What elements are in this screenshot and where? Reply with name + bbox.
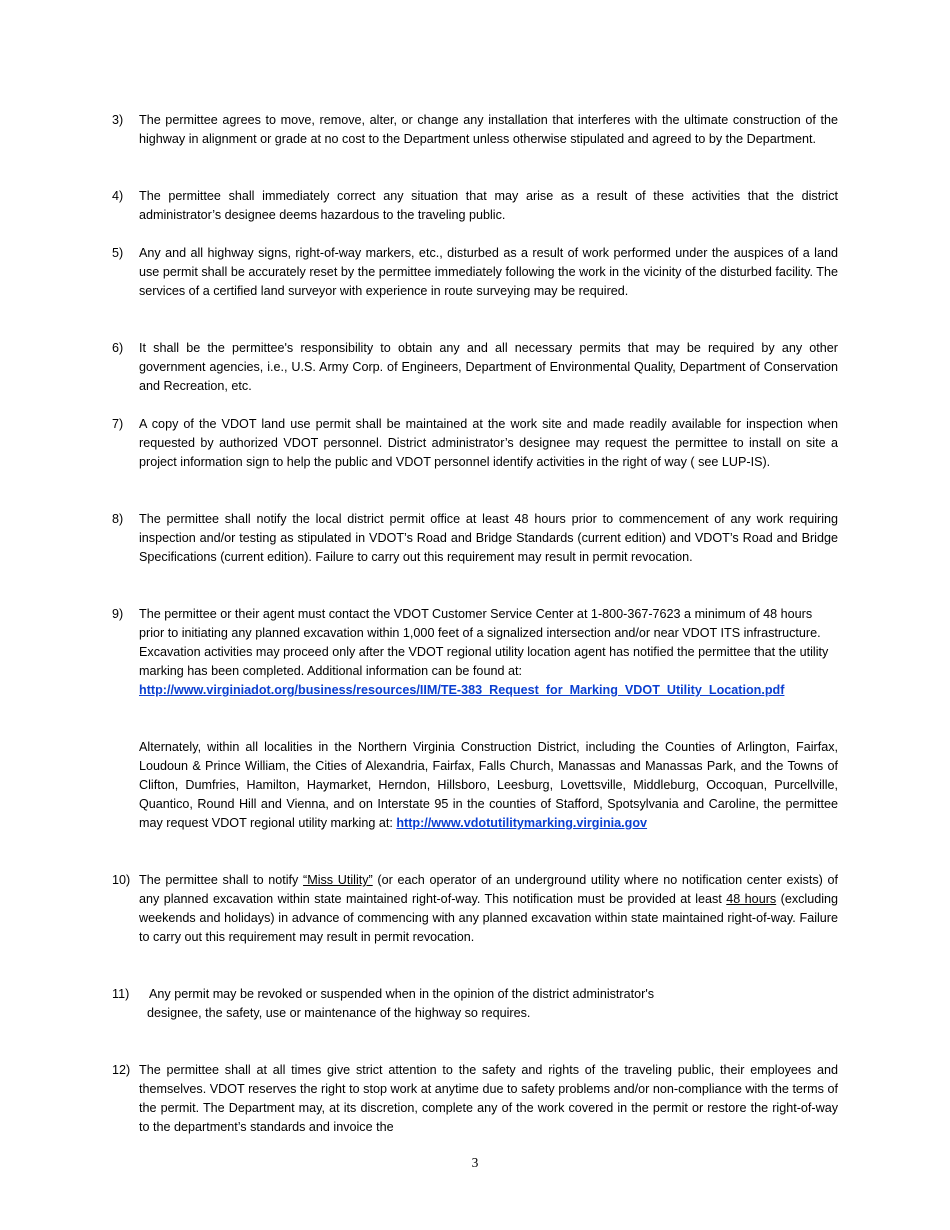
item-text (139, 605, 838, 700)
paragraph: Any and all highway signs, right-of-way markers, etc., disturbed as a result of work performed under the auspices of a land use permit shall be accurately reset by the permittee immediately following the work in the vicinity of the disturbed facility. The services of a certified land surveyor with experience in route surveying may be required. (139, 246, 838, 298)
item-number: 12) (112, 1063, 131, 1077)
paragraph-text: Alternately, within all localities in the Northern Virginia Construction District, including the Counties of Arlington, Fairfax, Loudoun & Prince William, the Cities of Alexandria, Fairfax, Falls Church, Manassas and Manassas Park, and the Towns of Clifton, Dumfries, Hamilton, Haymarket, Herndon, Hillsboro, Leesburg, Lovettsville, Middleburg, Occoquan, Purcellville, Quantico, Round Hill and Vienna, and on Interstate 95 in the counties of Stafford, Spotsylvania and Caroline, the permittee may request VDOT regional utility marking at: (139, 740, 838, 830)
miss-utility-underlined: “Miss Utility” (303, 873, 373, 887)
item-text (149, 985, 848, 1004)
item-text (139, 871, 838, 947)
paragraph (139, 738, 838, 833)
item-text (139, 415, 838, 472)
item-number: 6) (112, 341, 124, 355)
marking-request-link[interactable]: http://www.virginiadot.org/business/resources/IIM/TE-383_Request_for_Marking_VDOT_Utility_Location.pdf (139, 683, 785, 697)
paragraph: The permittee agrees to move, remove, alter, or change any installation that interferes with the ultimate construction of the highway in alignment or grade at no cost to the Department unless otherwise stipulated and agreed to by the Department. (139, 113, 838, 146)
item-text (139, 111, 838, 149)
paragraph-line: Any permit may be revoked or suspended when in the opinion of the district administrator's (149, 987, 655, 1001)
paragraph-text: The permittee or their agent must contact the VDOT Customer Service Center at 1-800-367-7623 a minimum of 48 hours prior to initiating any planned excavation within 1,000 feet of a signalized intersection and/or near VDOT ITS infrastructure. Excavation activities may proceed only after the VDOT regional utility location agent has notified the permittee that the utility marking has been completed. Additional information can be found at: (139, 607, 829, 678)
paragraph: A copy of the VDOT land use permit shall be maintained at the work site and made readily available for inspection when requested by authorized VDOT personnel. District administrator’s designee may request the permittee to install on site a project information sign to help the public and VDOT personnel identify activities in the right of way ( see LUP-IS). (139, 417, 838, 469)
item-text-line2 (147, 1004, 846, 1023)
paragraph-text: (or each operator of an underground utility where no notification center exists) of any planned excavation within state maintained right-of-way. This notification must be provided at least (139, 873, 839, 906)
item-text (139, 510, 838, 567)
paragraph (139, 605, 838, 700)
paragraph-text: The permittee shall to notify (139, 873, 299, 887)
hours-underlined: 48 hours (726, 892, 777, 906)
paragraph-text: (excluding weekends and holidays) in advance of commencing with any planned excavation within state maintained right-of-way. Failure to carry out this requirement may result in permit revocation. (139, 892, 839, 944)
item-text (139, 1061, 838, 1137)
page-number: 3 (471, 1155, 479, 1170)
paragraph: The permittee shall immediately correct any situation that may arise as a result of these activities that the district administrator’s designee deems hazardous to the traveling public. (139, 189, 838, 222)
item-text (139, 339, 838, 396)
item-number: 5) (112, 246, 124, 260)
item-number: 7) (112, 417, 124, 431)
item-text (139, 244, 838, 301)
item-number: 3) (112, 113, 124, 127)
item-number: 8) (112, 512, 124, 526)
item-number: 4) (112, 189, 124, 203)
item-text (139, 187, 838, 225)
item-text-alternate (139, 738, 838, 833)
item-number: 10) (112, 873, 131, 887)
paragraph: The permittee shall at all times give strict attention to the safety and rights of the traveling public, their employees and themselves. VDOT reserves the right to stop work at anytime due to safety problems and/or non-compliance with the terms of the permit. The Department may, at its discretion, complete any of the work covered in the permit or restore the right-of-way to the department’s standards and invoice the (139, 1063, 838, 1134)
paragraph-line: designee, the safety, use or maintenance of the highway so requires. (147, 1006, 531, 1020)
item-number: 11) (112, 987, 130, 1001)
paragraph: The permittee shall notify the local district permit office at least 48 hours prior to commencement of any work requiring inspection and/or testing as stipulated in VDOT’s Road and Bridge Standards (current edition) and VDOT’s Road and Bridge Specifications (current edition). Failure to carry out this requirement may result in permit revocation. (139, 512, 838, 564)
utility-marking-link[interactable]: http://www.vdotutilitymarking.virginia.gov (396, 816, 648, 830)
paragraph (139, 871, 838, 947)
item-number: 9) (112, 607, 124, 621)
paragraph: It shall be the permittee's responsibility to obtain any and all necessary permits that may be required by any other government agencies, i.e., U.S. Army Corp. of Engineers, Department of Environmental Quality, Department of Conservation and Recreation, etc. (139, 341, 838, 393)
